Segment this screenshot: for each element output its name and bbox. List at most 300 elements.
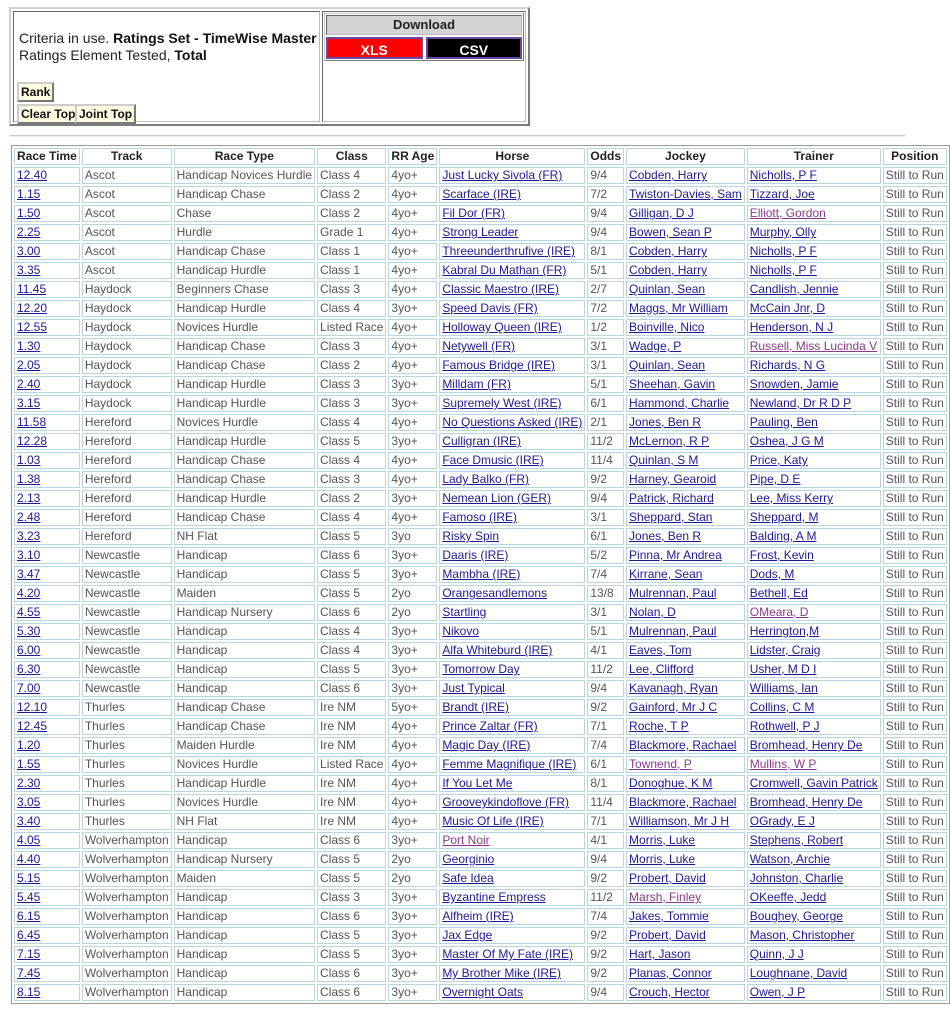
trainer-link[interactable]: Boughey, George [749, 909, 843, 923]
column-header-position[interactable]: Position [883, 148, 947, 165]
race-time-link[interactable]: 2.05 [17, 358, 41, 372]
table-row [14, 756, 947, 773]
column-header-race-time[interactable]: Race Time [14, 148, 80, 165]
race-time-link[interactable]: 3.05 [17, 795, 41, 809]
odds-cell: 2/1 [587, 414, 624, 431]
table-row [14, 889, 947, 906]
race-type-cell: Handicap Hurdle [174, 395, 315, 412]
trainer-link[interactable]: Nicholls, P F [749, 168, 817, 182]
horse-link[interactable]: No Questions Asked (IRE) [442, 415, 583, 429]
race-time-link[interactable]: 12.28 [17, 434, 48, 448]
race-time-link[interactable]: 4.05 [17, 833, 41, 847]
column-header-trainer[interactable]: Trainer [747, 148, 881, 165]
horse-cell [439, 319, 585, 336]
race-time-link[interactable]: 2.13 [17, 491, 41, 505]
odds-cell: 9/2 [587, 471, 624, 488]
track-cell: Ascot [82, 167, 172, 184]
race-time-link[interactable]: 3.47 [17, 567, 41, 581]
race-time-link[interactable]: 5.45 [17, 890, 41, 904]
horse-link[interactable]: Famous Bridge (IRE) [442, 358, 556, 372]
class-cell: Ire NM [317, 737, 386, 754]
table-row [14, 509, 947, 526]
race-type-cell: Maiden [174, 585, 315, 602]
jockey-link[interactable]: Probert, David [629, 871, 706, 885]
track-cell: Thurles [82, 794, 172, 811]
odds-cell: 9/2 [587, 927, 624, 944]
trainer-link[interactable]: Russell, Miss Lucinda V [749, 339, 878, 353]
column-header-race-type[interactable]: Race Type [174, 148, 315, 165]
horse-link[interactable]: Netywell (FR) [442, 339, 515, 353]
trainer-link[interactable]: Mullins, W P [749, 757, 817, 771]
column-header-odds[interactable]: Odds [587, 148, 624, 165]
race-time-link[interactable]: 6.45 [17, 928, 41, 942]
race-time-link[interactable]: 12.55 [17, 320, 48, 334]
age-cell: 4yo+ [388, 357, 437, 374]
jockey-link[interactable]: Harney, Gearoid [629, 472, 717, 486]
race-time-link[interactable]: 12.10 [17, 700, 48, 714]
time-cell [14, 547, 80, 564]
horse-link[interactable]: Safe Idea [442, 871, 494, 885]
track-cell: Newcastle [82, 604, 172, 621]
jockey-link[interactable]: Blackmore, Rachael [629, 795, 737, 809]
trainer-cell [747, 262, 881, 279]
time-cell [14, 186, 80, 203]
trainer-link[interactable]: Pauling, Ben [749, 415, 818, 429]
trainer-link[interactable]: Henderson, N J [749, 320, 834, 334]
jockey-cell [626, 908, 745, 925]
jockey-link[interactable]: Mulrennan, Paul [629, 586, 717, 600]
horse-cell [439, 718, 585, 735]
race-time-link[interactable]: 6.00 [17, 643, 41, 657]
horse-link[interactable]: Nikovo [442, 624, 479, 638]
table-row [14, 319, 947, 336]
race-time-link[interactable]: 4.20 [17, 586, 41, 600]
trainer-link[interactable]: Oshea, J G M [749, 434, 824, 448]
horse-link[interactable]: Famoso (IRE) [442, 510, 517, 524]
position-cell: Still to Run [883, 775, 947, 792]
race-time-link[interactable]: 12.40 [17, 168, 48, 182]
jockey-link[interactable]: Eaves, Tom [629, 643, 692, 657]
table-row [14, 395, 947, 412]
jockey-link[interactable]: Patrick, Richard [629, 491, 714, 505]
race-time-link[interactable]: 3.00 [17, 244, 41, 258]
race-time-link[interactable]: 2.40 [17, 377, 41, 391]
trainer-link[interactable]: Sheppard, M [749, 510, 819, 524]
race-type-cell: Chase [174, 205, 315, 222]
jockey-cell [626, 851, 745, 868]
horse-link[interactable]: Lady Balko (FR) [442, 472, 530, 486]
race-time-link[interactable]: 8.15 [17, 985, 41, 999]
race-time-link[interactable]: 12.20 [17, 301, 48, 315]
time-cell [14, 794, 80, 811]
jockey-link[interactable]: Kirrane, Sean [629, 567, 703, 581]
race-time-link[interactable]: 11.58 [17, 415, 47, 429]
horse-link[interactable]: Fil Dor (FR) [442, 206, 505, 220]
class-cell: Class 3 [317, 395, 386, 412]
horse-link[interactable]: Risky Spin [442, 529, 499, 543]
track-cell: Wolverhampton [82, 984, 172, 1001]
jockey-link[interactable]: Marsh, Finley [629, 890, 702, 904]
jockey-link[interactable]: Jones, Ben R [629, 415, 702, 429]
jockey-link[interactable]: Planas, Connor [629, 966, 712, 980]
trainer-cell [747, 756, 881, 773]
column-header-jockey[interactable]: Jockey [626, 148, 745, 165]
horse-link[interactable]: Nemean Lion (GER) [442, 491, 552, 505]
odds-cell: 9/4 [587, 167, 624, 184]
trainer-link[interactable]: Lidster, Craig [749, 643, 821, 657]
class-cell: Class 6 [317, 832, 386, 849]
trainer-cell [747, 813, 881, 830]
horse-link[interactable]: Port Noir [442, 833, 490, 847]
horse-link[interactable]: Holloway Queen (IRE) [442, 320, 562, 334]
trainer-link[interactable]: Johnston, Charlie [749, 871, 844, 885]
column-header-track[interactable]: Track [82, 148, 172, 165]
horse-link[interactable]: Alfa Whiteburd (IRE) [442, 643, 553, 657]
trainer-link[interactable]: Candlish, Jennie [749, 282, 839, 296]
trainer-link[interactable]: Quinn, J J [749, 947, 804, 961]
jockey-link[interactable]: Mulrennan, Paul [629, 624, 717, 638]
horse-link[interactable]: Byzantine Empress [442, 890, 546, 904]
trainer-link[interactable]: McCain Jnr, D [749, 301, 826, 315]
horse-link[interactable]: Music Of Life (IRE) [442, 814, 544, 828]
csv-download-button[interactable]: CSV [426, 37, 523, 59]
position-cell: Still to Run [883, 566, 947, 583]
track-cell: Ascot [82, 186, 172, 203]
trainer-link[interactable]: Bromhead, Henry De [749, 738, 863, 752]
horse-link[interactable]: Scarface (IRE) [442, 187, 521, 201]
race-time-link[interactable]: 3.23 [17, 529, 41, 543]
horse-link[interactable]: Kabral Du Mathan (FR) [442, 263, 567, 277]
track-cell: Hereford [82, 509, 172, 526]
trainer-cell [747, 661, 881, 678]
track-cell: Newcastle [82, 642, 172, 659]
odds-cell: 5/1 [587, 623, 624, 640]
class-cell: Class 4 [317, 300, 386, 317]
jockey-cell [626, 205, 745, 222]
horse-link[interactable]: Speed Davis (FR) [442, 301, 538, 315]
race-type-cell: Handicap Chase [174, 338, 315, 355]
jockey-cell [626, 452, 745, 469]
odds-cell: 8/1 [587, 775, 624, 792]
jockey-link[interactable]: Hart, Jason [629, 947, 691, 961]
time-cell [14, 224, 80, 241]
horse-link[interactable]: Femme Magnifique (IRE) [442, 757, 577, 771]
race-time-link[interactable]: 7.00 [17, 681, 41, 695]
trainer-link[interactable]: Nicholls, P F [749, 263, 817, 277]
position-cell: Still to Run [883, 623, 947, 640]
position-cell: Still to Run [883, 433, 947, 450]
trainer-link[interactable]: Pipe, D E [749, 472, 801, 486]
trainer-cell [747, 832, 881, 849]
horse-cell [439, 281, 585, 298]
jockey-link[interactable]: Cobden, Harry [629, 263, 708, 277]
class-cell: Class 6 [317, 547, 386, 564]
jockey-link[interactable]: McLernon, R P [629, 434, 710, 448]
horse-link[interactable]: Daaris (IRE) [442, 548, 509, 562]
time-cell [14, 984, 80, 1001]
jockey-link[interactable]: Boinville, Nico [629, 320, 705, 334]
jockey-link[interactable]: Maggs, Mr William [629, 301, 728, 315]
class-cell: Class 6 [317, 984, 386, 1001]
trainer-cell [747, 984, 881, 1001]
trainer-link[interactable]: Bromhead, Henry De [749, 795, 863, 809]
jockey-link[interactable]: Hammond, Charlie [629, 396, 730, 410]
race-time-link[interactable]: 2.25 [17, 225, 41, 239]
jockey-link[interactable]: Blackmore, Rachael [629, 738, 737, 752]
age-cell: 3yo+ [388, 642, 437, 659]
column-header-horse[interactable]: Horse [439, 148, 585, 165]
age-cell: 3yo+ [388, 680, 437, 697]
jockey-link[interactable]: Nolan, D [629, 605, 676, 619]
horse-link[interactable]: Jax Edge [442, 928, 493, 942]
horse-link[interactable]: Startling [442, 605, 487, 619]
trainer-cell [747, 642, 881, 659]
trainer-link[interactable]: Mason, Christopher [749, 928, 855, 942]
horse-link[interactable]: Alfheim (IRE) [442, 909, 514, 923]
horse-link[interactable]: Mambha (IRE) [442, 567, 521, 581]
horse-cell [439, 224, 585, 241]
horse-link[interactable]: If You Let Me [442, 776, 513, 790]
class-cell: Class 3 [317, 281, 386, 298]
position-cell: Still to Run [883, 186, 947, 203]
trainer-link[interactable]: Collins, C M [749, 700, 815, 714]
race-time-link[interactable]: 12.45 [17, 719, 48, 733]
trainer-link[interactable]: Snowden, Jamie [749, 377, 839, 391]
jockey-link[interactable]: Jones, Ben R [629, 529, 702, 543]
race-time-link[interactable]: 4.40 [17, 852, 41, 866]
trainer-link[interactable]: Rothwell, P J [749, 719, 820, 733]
horse-link[interactable]: Magic Day (IRE) [442, 738, 531, 752]
jockey-link[interactable]: Morris, Luke [629, 833, 696, 847]
trainer-link[interactable]: Newland, Dr R D P [749, 396, 852, 410]
table-row [14, 547, 947, 564]
jockey-link[interactable]: Cobden, Harry [629, 244, 708, 258]
horse-link[interactable]: Brandt (IRE) [442, 700, 509, 714]
horse-link[interactable]: Classic Maestro (IRE) [442, 282, 559, 296]
trainer-link[interactable]: OGrady, E J [749, 814, 815, 828]
race-time-link[interactable]: 11.45 [17, 282, 47, 296]
jockey-link[interactable]: Williamson, Mr J H [629, 814, 730, 828]
trainer-link[interactable]: Nicholls, P F [749, 244, 817, 258]
trainer-link[interactable]: Balding, A M [749, 529, 817, 543]
clear-top-button[interactable]: Clear Top [17, 104, 79, 124]
race-type-cell: Handicap [174, 642, 315, 659]
trainer-link[interactable]: OMeara, D [749, 605, 809, 619]
horse-cell [439, 889, 585, 906]
jockey-link[interactable]: Bowen, Sean P [629, 225, 712, 239]
race-time-link[interactable]: 1.03 [17, 453, 41, 467]
horse-link[interactable]: Supremely West (IRE) [442, 396, 562, 410]
race-time-link[interactable]: 5.15 [17, 871, 41, 885]
position-cell: Still to Run [883, 851, 947, 868]
age-cell: 4yo+ [388, 205, 437, 222]
trainer-link[interactable]: Usher, M D I [749, 662, 817, 676]
column-header-rr-age[interactable]: RR Age [388, 148, 437, 165]
age-cell: 3yo+ [388, 547, 437, 564]
trainer-link[interactable]: Frost, Kevin [749, 548, 814, 562]
trainer-link[interactable]: OKeeffe, Jedd [749, 890, 827, 904]
horse-link[interactable]: Just Lucky Sivola (FR) [442, 168, 563, 182]
horse-link[interactable]: Strong Leader [442, 225, 519, 239]
horse-link[interactable]: Overnight Oats [442, 985, 524, 999]
position-cell: Still to Run [883, 376, 947, 393]
race-time-link[interactable]: 3.10 [17, 548, 41, 562]
track-cell: Thurles [82, 756, 172, 773]
xls-download-button[interactable]: XLS [326, 37, 423, 59]
jockey-link[interactable]: Sheppard, Stan [629, 510, 713, 524]
track-cell: Thurles [82, 775, 172, 792]
horse-link[interactable]: Tomorrow Day [442, 662, 520, 676]
column-header-class[interactable]: Class [317, 148, 386, 165]
horse-cell [439, 490, 585, 507]
jockey-link[interactable]: Gainford, Mr J C [629, 700, 718, 714]
race-time-link[interactable]: 6.30 [17, 662, 41, 676]
criteria-cell [13, 11, 320, 122]
age-cell: 3yo+ [388, 300, 437, 317]
age-cell: 4yo+ [388, 281, 437, 298]
trainer-link[interactable]: Williams, Ian [749, 681, 818, 695]
jockey-link[interactable]: Morris, Luke [629, 852, 696, 866]
track-cell: Haydock [82, 357, 172, 374]
race-time-link[interactable]: 1.20 [17, 738, 41, 752]
table-row [14, 946, 947, 963]
race-time-link[interactable]: 3.35 [17, 263, 41, 277]
position-cell: Still to Run [883, 471, 947, 488]
race-type-cell: Handicap Chase [174, 357, 315, 374]
trainer-link[interactable]: Herrington,M [749, 624, 820, 638]
time-cell [14, 870, 80, 887]
race-time-link[interactable]: 1.30 [17, 339, 41, 353]
jockey-link[interactable]: Wadge, P [629, 339, 682, 353]
jockey-link[interactable]: Gilligan, D J [629, 206, 694, 220]
trainer-link[interactable]: Owen, J P [749, 985, 806, 999]
trainer-link[interactable]: Dods, M [749, 567, 795, 581]
class-cell: Class 1 [317, 262, 386, 279]
age-cell: 4yo+ [388, 167, 437, 184]
horse-link[interactable]: Face Dmusic (IRE) [442, 453, 544, 467]
jockey-link[interactable]: Kavanagh, Ryan [629, 681, 718, 695]
jockey-link[interactable]: Roche, T P [629, 719, 689, 733]
race-time-link[interactable]: 7.45 [17, 966, 41, 980]
race-time-link[interactable]: 2.30 [17, 776, 41, 790]
jockey-link[interactable]: Probert, David [629, 928, 706, 942]
race-time-link[interactable]: 7.15 [17, 947, 41, 961]
trainer-cell [747, 604, 881, 621]
horse-link[interactable]: Grooveykindoflove (FR) [442, 795, 570, 809]
horse-link[interactable]: Culligran (IRE) [442, 434, 521, 448]
jockey-link[interactable]: Quinlan, S M [629, 453, 699, 467]
race-time-link[interactable]: 2.48 [17, 510, 41, 524]
horse-cell [439, 851, 585, 868]
horse-link[interactable]: Milldam (FR) [442, 377, 511, 391]
trainer-cell [747, 490, 881, 507]
race-time-link[interactable]: 1.55 [17, 757, 41, 771]
race-time-link[interactable]: 3.15 [17, 396, 41, 410]
trainer-link[interactable]: Watson, Archie [749, 852, 831, 866]
race-time-link[interactable]: 1.50 [17, 206, 41, 220]
jockey-link[interactable]: Pinna, Mr Andrea [629, 548, 722, 562]
jockey-link[interactable]: Cobden, Harry [629, 168, 708, 182]
track-cell: Wolverhampton [82, 832, 172, 849]
horse-cell [439, 243, 585, 260]
position-cell: Still to Run [883, 927, 947, 944]
position-cell: Still to Run [883, 243, 947, 260]
odds-cell: 9/2 [587, 946, 624, 963]
trainer-link[interactable]: Price, Katy [749, 453, 808, 467]
class-cell: Ire NM [317, 699, 386, 716]
race-type-cell: Handicap [174, 889, 315, 906]
horse-link[interactable]: Threeunderthrufive (IRE) [442, 244, 576, 258]
trainer-link[interactable]: Tizzard, Joe [749, 187, 815, 201]
race-time-link[interactable]: 1.15 [17, 187, 41, 201]
jockey-link[interactable]: Townend, P [629, 757, 692, 771]
horse-link[interactable]: Master Of My Fate (IRE) [442, 947, 573, 961]
trainer-link[interactable]: Richards, N G [749, 358, 826, 372]
track-cell: Thurles [82, 813, 172, 830]
position-cell: Still to Run [883, 965, 947, 982]
jockey-cell [626, 338, 745, 355]
class-cell: Class 4 [317, 642, 386, 659]
race-time-link[interactable]: 5.30 [17, 624, 41, 638]
trainer-link[interactable]: Cromwell, Gavin Patrick [749, 776, 878, 790]
race-time-link[interactable]: 3.40 [17, 814, 41, 828]
joint-top-button[interactable]: Joint Top [75, 104, 136, 124]
table-row [14, 699, 947, 716]
odds-cell: 11/2 [587, 433, 624, 450]
time-cell [14, 452, 80, 469]
trainer-link[interactable]: Lee, Miss Kerry [749, 491, 834, 505]
track-cell: Hereford [82, 490, 172, 507]
horse-link[interactable]: My Brother Mike (IRE) [442, 966, 561, 980]
jockey-cell [626, 262, 745, 279]
jockey-link[interactable]: Crouch, Hector [629, 985, 710, 999]
trainer-link[interactable]: Murphy, Olly [749, 225, 817, 239]
jockey-link[interactable]: Jakes, Tommie [629, 909, 709, 923]
table-row [14, 566, 947, 583]
table-row [14, 680, 947, 697]
jockey-link[interactable]: Quinlan, Sean [629, 282, 706, 296]
trainer-link[interactable]: Bethell, Ed [749, 586, 808, 600]
jockey-link[interactable]: Twiston-Davies, Sam [629, 187, 742, 201]
horse-link[interactable]: Prince Zaltar (FR) [442, 719, 538, 733]
horse-link[interactable]: Just Typical [442, 681, 505, 695]
odds-cell: 6/1 [587, 395, 624, 412]
age-cell: 3yo+ [388, 395, 437, 412]
race-time-link[interactable]: 6.15 [17, 909, 41, 923]
race-type-cell: Maiden [174, 870, 315, 887]
odds-cell: 3/1 [587, 604, 624, 621]
trainer-link[interactable]: Elliott, Gordon [749, 206, 826, 220]
trainer-cell [747, 338, 881, 355]
jockey-link[interactable]: Donoghue, K M [629, 776, 713, 790]
jockey-link[interactable]: Quinlan, Sean [629, 358, 706, 372]
horse-cell [439, 984, 585, 1001]
horse-link[interactable]: Georginio [442, 852, 495, 866]
table-row [14, 167, 947, 184]
race-time-link[interactable]: 4.55 [17, 605, 41, 619]
trainer-link[interactable]: Loughnane, David [749, 966, 848, 980]
jockey-cell [626, 965, 745, 982]
time-cell [14, 908, 80, 925]
rank-button[interactable]: Rank [17, 82, 54, 102]
horse-link[interactable]: Orangesandlemons [442, 586, 548, 600]
jockey-link[interactable]: Sheehan, Gavin [629, 377, 716, 391]
race-type-cell: Hurdle [174, 224, 315, 241]
trainer-link[interactable]: Stephens, Robert [749, 833, 844, 847]
race-time-link[interactable]: 1.38 [17, 472, 41, 486]
jockey-link[interactable]: Lee, Clifford [629, 662, 694, 676]
horse-cell [439, 262, 585, 279]
